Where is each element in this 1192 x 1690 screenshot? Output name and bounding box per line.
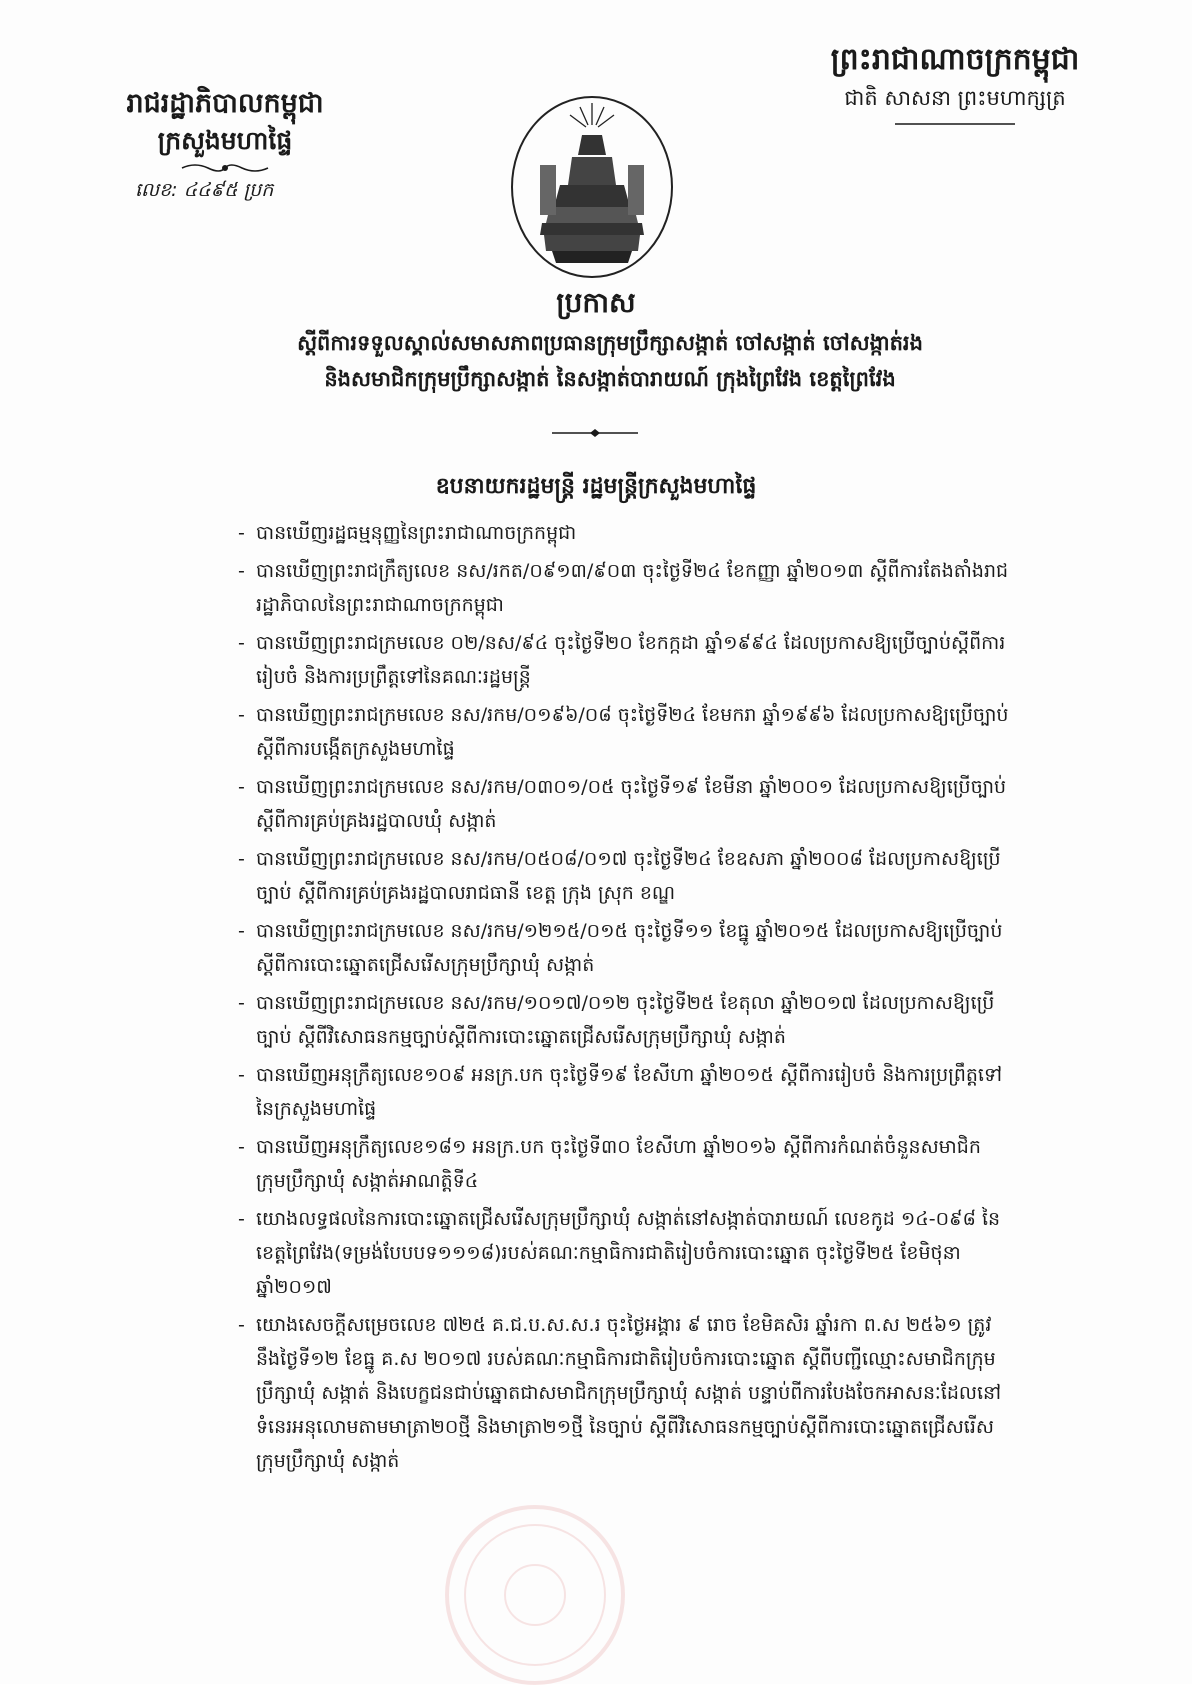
recitals-list [240, 516, 1010, 1482]
list-item: - បានឃើញព្រះរាជក្រឹត្យលេខ នស/រកត/០៩១៣/៩០៣ ចុះថ្ងៃទី២៤ ខែកញ្ញា ឆ្នាំ២០១៣ ស្តីពីការតែងតាំងរាជរដ្ឋាភិបាលនៃព្រះរាជាណាចក្រកម្ពុជា [238, 560, 1009, 616]
reference-label: លេខ: [135, 179, 178, 201]
official-stamp-icon [440, 1500, 630, 1690]
divider-ornament-icon [550, 428, 640, 438]
list-item: - បានឃើញអនុក្រឹត្យលេខ១៨១ អនក្រ.បក ចុះថ្ងៃទី៣០ ខែសីហា ឆ្នាំ២០១៦ ស្តីពីការកំណត់ចំនួនសមាជិកក្រុមប្រឹក្សាឃុំ សង្កាត់អាណត្តិទី៤ [238, 1136, 981, 1192]
reference-suffix: ប្រក [243, 179, 274, 201]
document-type: ប្រកាស [556, 286, 636, 319]
document-subject [190, 325, 1030, 397]
reference-value: ៤៤៩៥ [183, 179, 238, 201]
national-motto: ជាតិ សាសនា ព្រះមហាក្សត្រ [844, 86, 1066, 110]
list-item: - បានឃើញរដ្ឋធម្មនុញ្ញនៃព្រះរាជាណាចក្រកម្ពុជា [238, 522, 577, 544]
list-item: - បានឃើញព្រះរាជក្រមលេខ នស/រកម/០៣០១/០៥ ចុះថ្ងៃទី១៩ ខែមីនា ឆ្នាំ២០០១ ដែលប្រកាសឱ្យប្រើច្បាប់ ស្តីពីការគ្រប់គ្រងរដ្ឋបាលឃុំ សង្កាត់ [238, 776, 1007, 832]
list-item: - បានឃើញព្រះរាជក្រមលេខ ០២/នស/៩៤ ចុះថ្ងៃទី២០ ខែកក្កដា ឆ្នាំ១៩៩៤ ដែលប្រកាសឱ្យប្រើច្បាប់ស្តីពីការរៀបចំ និងការប្រព្រឹត្តទៅនៃគណៈរដ្ឋមន្ត្រី [238, 632, 1006, 688]
issuing-authority: ឧបនាយករដ្ឋមន្ត្រី រដ្ឋមន្ត្រីក្រសួងមហាផ្ទៃ [435, 474, 757, 499]
subject-line-2: និងសមាជិកក្រុមប្រឹក្សាសង្កាត់ នៃសង្កាត់បារាយណ៍ ក្រុងព្រៃវែង ខេត្តព្រៃវែង [324, 367, 896, 391]
subject-line-1: ស្តីពីការទទួលស្គាល់សមាសភាពប្រធានក្រុមប្រឹក្សាសង្កាត់ ចៅសង្កាត់ ចៅសង្កាត់រង [297, 331, 923, 355]
list-item: - បានឃើញព្រះរាជក្រមលេខ នស/រកម/១០១៧/០១២ ចុះថ្ងៃទី២៥ ខែតុលា ឆ្នាំ២០១៧ ដែលប្រកាសឱ្យប្រើច្បាប់ ស្តីពីវិសោធនកម្មច្បាប់ស្តីពីការបោះឆ្នោតជ្រើសរើសក្រុមប្រឹក្សាឃុំ សង្កាត់ [238, 992, 995, 1048]
reference-number [100, 175, 350, 205]
kingdom-title: ព្រះរាជាណាចក្រកម្ពុជា [830, 42, 1080, 77]
list-item: - បានឃើញអនុក្រឹត្យលេខ១០៩ អនក្រ.បក ចុះថ្ងៃទី១៩ ខែសីហា ឆ្នាំ២០១៥ ស្តីពីការរៀបចំ និងការប្រព្រឹត្តទៅនៃក្រសួងមហាផ្ទៃ [238, 1064, 1003, 1120]
motto-rule [895, 120, 1015, 128]
list-item: - យោងសេចក្តីសម្រេចលេខ ៧២៥ គ.ជ.ប.ស.ស.រ ចុះថ្ងៃអង្គារ ៩ រោច ខែមិគសិរ ឆ្នាំរកា ព.ស ២៥៦១ ត្រូវនឹងថ្ងៃទី១២ ខែធ្នូ គ.ស ២០១៧ របស់គណៈកម្មាធិការជាតិរៀបចំការបោះឆ្នោត ស្តីពីបញ្ជីឈ្មោះសមាជិកក្រុមប្រឹក្សាឃុំ សង្កាត់ និងបេក្ខជនជាប់ឆ្នោតជាសមាជិកក្រុមប្រឹក្សាឃុំ សង្កាត់ បន្ទាប់ពីការបែងចែកអាសនៈដែលនៅទំនេរអនុលោមតាមមាត្រា២០ថ្មី និងមាត្រា២១ថ្មី នៃច្បាប់ ស្តីពីវិសោធនកម្មច្បាប់ស្តីពីការបោះឆ្នោតជ្រើសរើសក្រុមប្រឹក្សាឃុំ សង្កាត់ [238, 1314, 1002, 1472]
ministry-header [100, 85, 350, 205]
ministry-name: ក្រសួងមហាផ្ទៃ [157, 126, 293, 155]
kingdom-header [800, 40, 1110, 128]
list-item: - បានឃើញព្រះរាជក្រមលេខ នស/រកម/០៥០៨/០១៧ ចុះថ្ងៃទី២៤ ខែឧសភា ឆ្នាំ២០០៨ ដែលប្រកាសឱ្យប្រើច្បាប់ ស្តីពីការគ្រប់គ្រងរដ្ឋបាលរាជធានី ខេត្ត ក្រុង ស្រុក ខណ្ឌ [238, 848, 1001, 904]
list-item: - បានឃើញព្រះរាជក្រមលេខ នស/រកម/០១៩៦/០៨ ចុះថ្ងៃទី២៤ ខែមករា ឆ្នាំ១៩៩៦ ដែលប្រកាសឱ្យប្រើច្បាប់ ស្តីពីការបង្កើតក្រសួងមហាផ្ទៃ [238, 704, 1009, 760]
list-item: - បានឃើញព្រះរាជក្រមលេខ នស/រកម/១២១៥/០១៥ ចុះថ្ងៃទី១១ ខែធ្នូ ឆ្នាំ២០១៥ ដែលប្រកាសឱ្យប្រើច្បាប់ ស្តីពីការបោះឆ្នោតជ្រើសរើសក្រុមប្រឹក្សាឃុំ សង្កាត់ [238, 920, 1003, 976]
royal-emblem-icon [510, 95, 675, 280]
ornament-icon [180, 161, 270, 175]
list-item: - យោងលទ្ធផលនៃការបោះឆ្នោតជ្រើសរើសក្រុមប្រឹក្សាឃុំ សង្កាត់នៅសង្កាត់បារាយណ៍ លេខកូដ ១៤-០៩៨ នៃខេត្តព្រៃវែង(ទម្រង់បែបបទ១១១៨)របស់គណៈកម្មាធិការជាតិរៀបចំការបោះឆ្នោត ចុះថ្ងៃទី២៥ ខែមិថុនា ឆ្នាំ២០១៧ [238, 1208, 1001, 1298]
government-name: រាជរដ្ឋាភិបាលកម្ពុជា [126, 88, 324, 119]
